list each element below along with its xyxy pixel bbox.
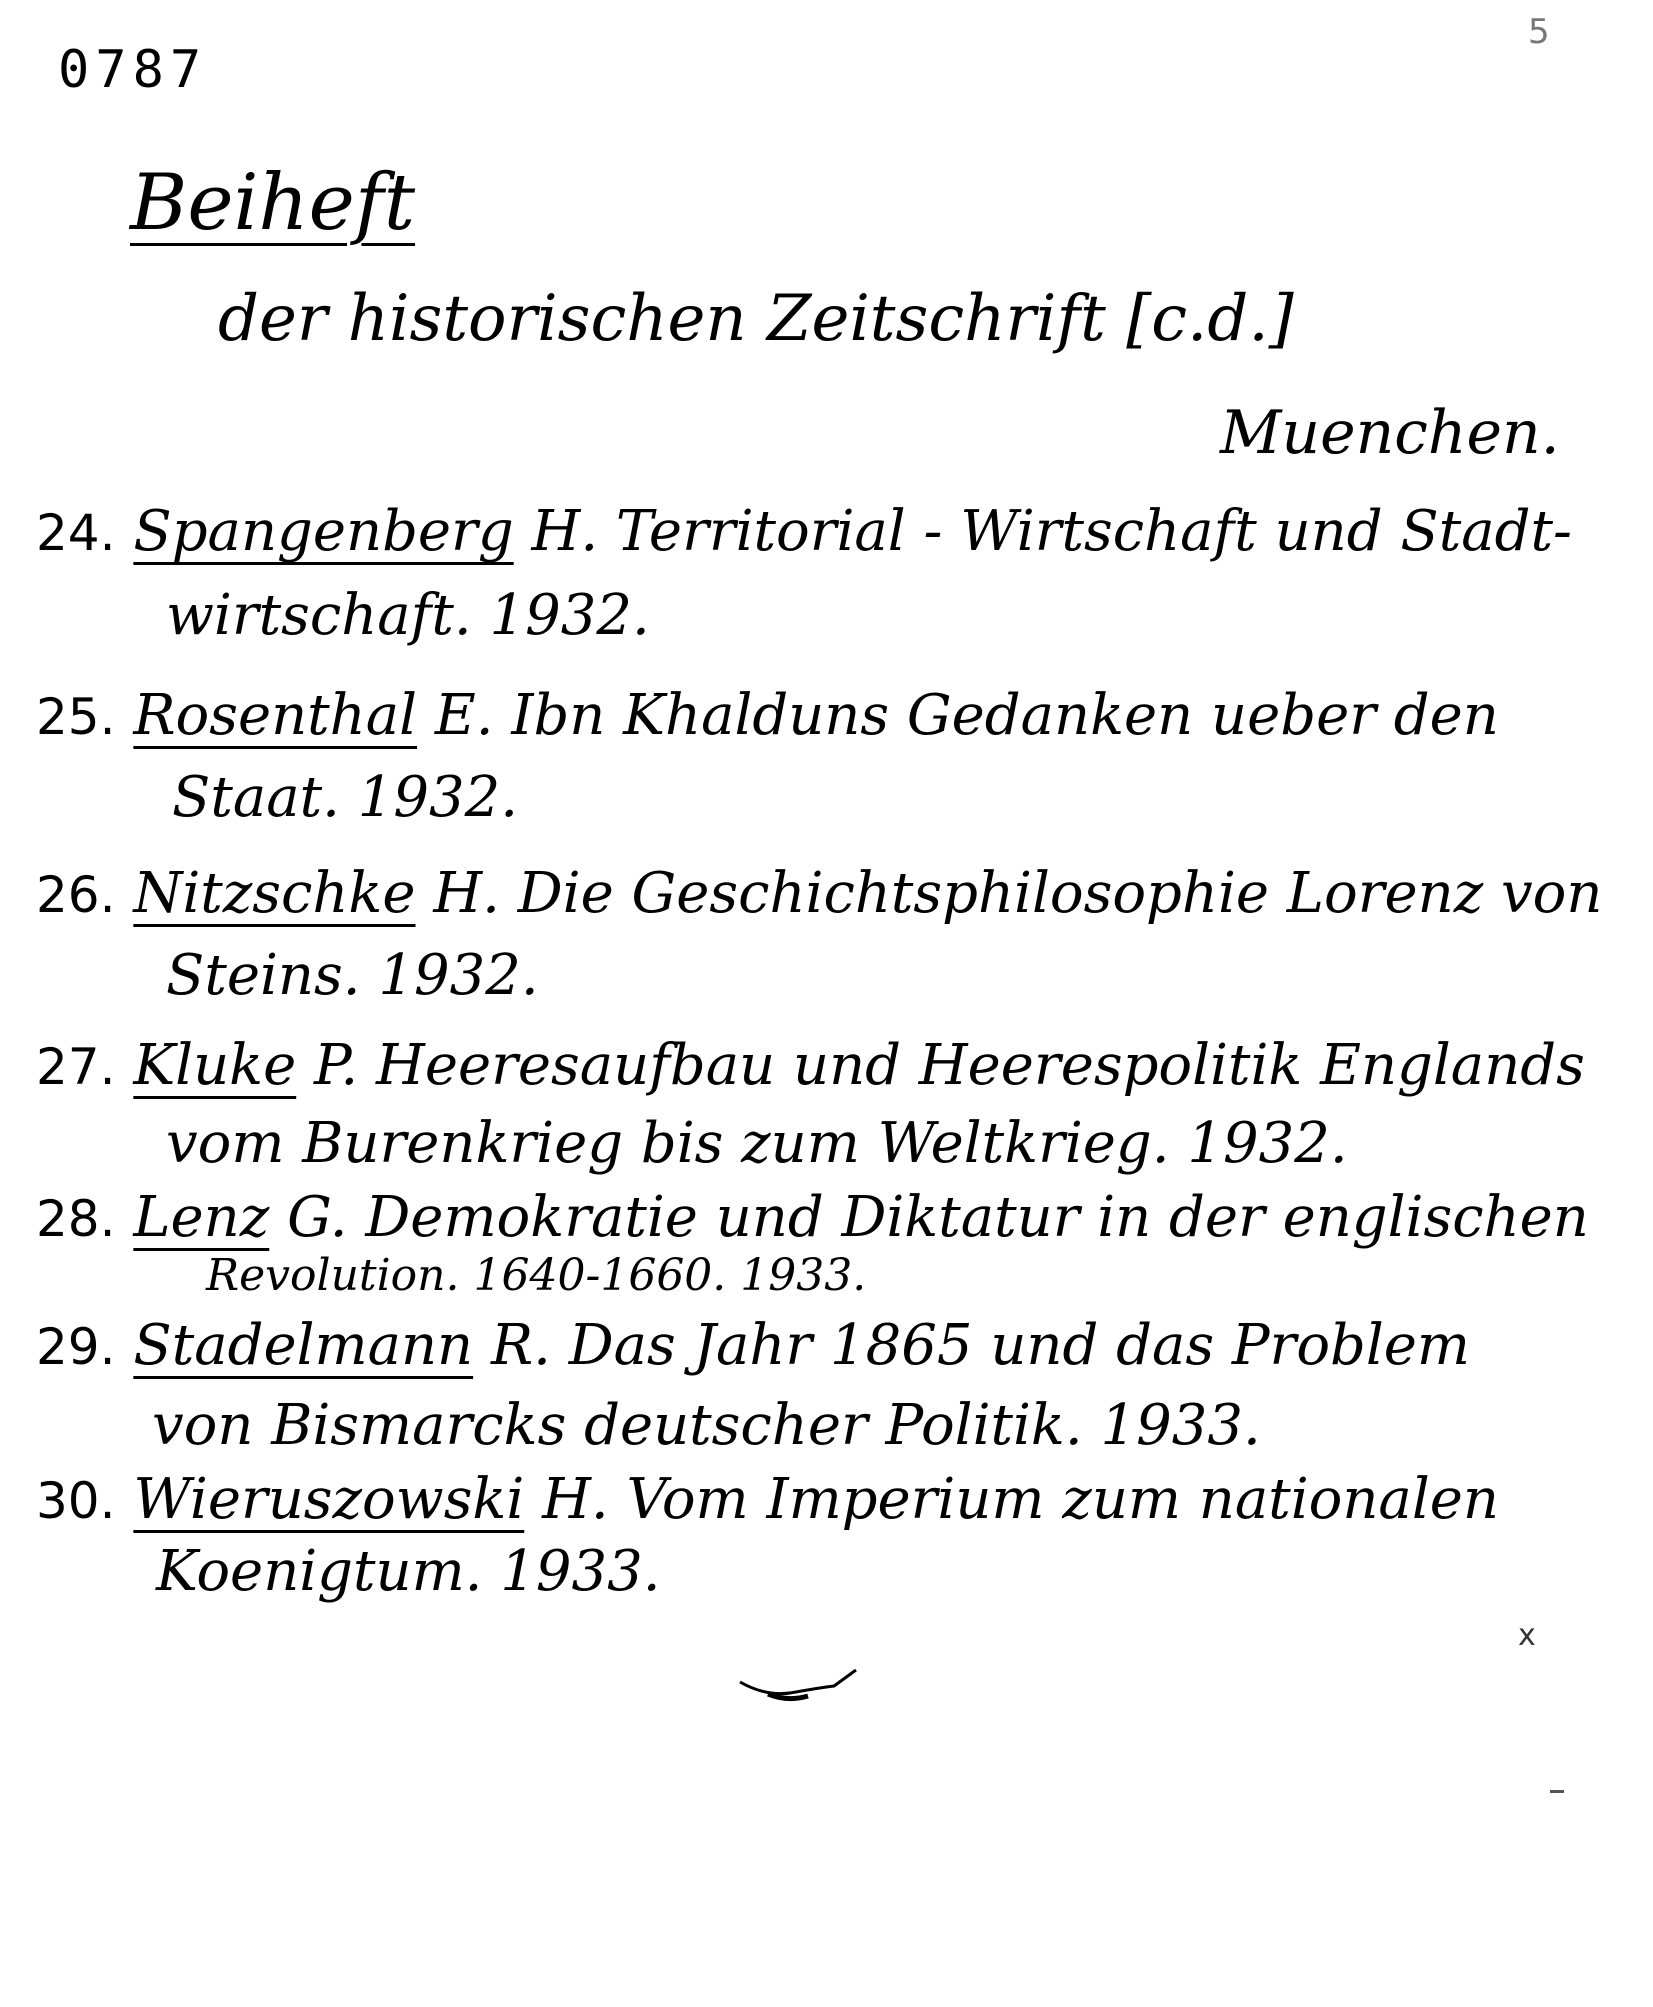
entry-author: Kluke	[133, 1033, 297, 1098]
entry-title-line1: H. Die Geschichtsphilosophie Lorenz von	[433, 861, 1603, 926]
document-number: 0787	[58, 40, 208, 100]
entry-number: 27.	[36, 1038, 116, 1096]
entry-26-line2: Steins. 1932.	[166, 943, 539, 1008]
entry-26-line1	[36, 861, 1603, 926]
entry-title-line1: E. Ibn Khalduns Gedanken ueber den	[434, 683, 1499, 748]
entry-number: 29.	[36, 1318, 116, 1376]
entry-author: Lenz	[133, 1185, 270, 1250]
entry-number: 26.	[36, 866, 116, 924]
page-number: 5	[1528, 12, 1550, 52]
entry-author: Wieruszowski	[133, 1467, 525, 1532]
entry-number: 28.	[36, 1190, 116, 1248]
entry-title-line1: R. Das Jahr 1865 und das Problem	[490, 1313, 1471, 1378]
entry-number: 25.	[36, 688, 116, 746]
entry-30-line1	[36, 1467, 1499, 1532]
entry-24-line2: wirtschaft. 1932.	[166, 583, 650, 648]
entry-25-line1	[36, 683, 1499, 748]
entry-title-line1: H. Territorial - Wirtschaft und Stadt-	[531, 499, 1572, 564]
entry-number: 30.	[36, 1472, 116, 1530]
entry-author: Nitzschke	[133, 861, 416, 926]
entry-author: Rosenthal	[133, 683, 418, 748]
entry-28-line2: Revolution. 1640-1660. 1933.	[206, 1250, 867, 1301]
entry-title-line1: H. Vom Imperium zum nationalen	[542, 1467, 1499, 1532]
entry-25-line2: Staat. 1932.	[172, 765, 519, 830]
entry-number: 24.	[36, 504, 116, 562]
entry-24-line1	[36, 499, 1572, 564]
entry-title-line1: P. Heeresaufbau und Heerespolitik Englands	[314, 1033, 1585, 1098]
entry-30-line2: Koenigtum. 1933.	[156, 1539, 661, 1604]
entry-author: Spangenberg	[133, 499, 514, 564]
publication-place: Muenchen.	[1220, 398, 1560, 468]
entry-29-line1	[36, 1313, 1471, 1378]
entry-title-line1: G. Demokratie und Diktatur in der englischen	[287, 1185, 1589, 1250]
entry-author: Stadelmann	[133, 1313, 474, 1378]
ink-smudge	[738, 1668, 860, 1708]
entry-28-line1	[36, 1185, 1589, 1250]
margin-dash-mark	[1550, 1790, 1564, 1793]
page-subtitle: der historischen Zeitschrift [c.d.]	[218, 282, 1294, 356]
page-title: Beiheft	[130, 158, 416, 248]
entry-27-line1	[36, 1033, 1585, 1098]
corner-mark: x	[1518, 1618, 1536, 1653]
entry-27-line2: vom Burenkrieg bis zum Weltkrieg. 1932.	[166, 1111, 1348, 1176]
entry-29-line2: von Bismarcks deutscher Politik. 1933.	[152, 1393, 1261, 1458]
